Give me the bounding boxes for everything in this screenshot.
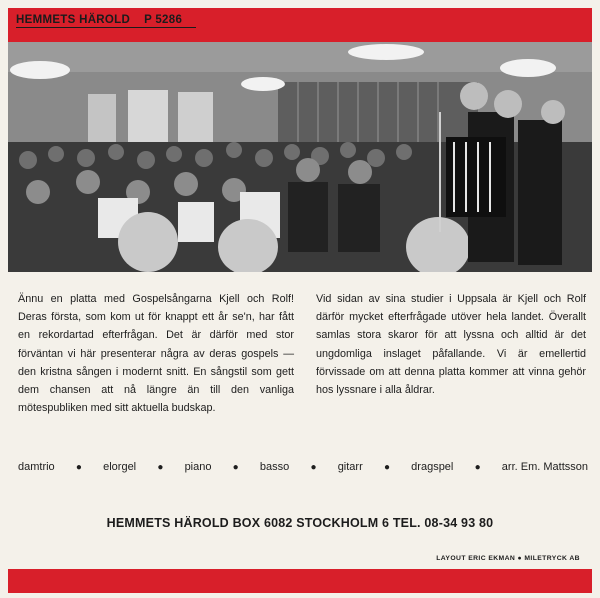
catalog-header: [16, 14, 196, 28]
instrument-item: elorgel: [103, 461, 137, 473]
bullet-icon: ●: [157, 461, 164, 473]
production-credits: [436, 555, 580, 562]
concert-photo: [8, 42, 592, 272]
instrument-list: [18, 461, 588, 473]
instrument-item: dragspel: [411, 461, 454, 473]
printer-credit: MILETRYCK AB: [524, 555, 580, 562]
instrument-item: piano: [184, 461, 212, 473]
instrument-item: basso: [259, 461, 290, 473]
description-left-column: Ännu en platta med Gospelsångarna Kjell och Rolf! Deras första, som kom ut för knappt ett år se'n, har fått en rekordartad efterfrågan. Det är därför med stor förväntan vi här presenterar några av deras gospels — den kristna sången i modernt snitt. En sångstil som gett dem chansen att nå längre än till den vanliga mötespubliken med sitt aktuella budskap.: [18, 293, 294, 415]
bullet-icon: ●: [474, 461, 481, 473]
bullet-icon: ●: [75, 461, 82, 473]
catalog-number: P 5286: [144, 14, 183, 26]
instrument-item: damtrio: [18, 461, 55, 473]
bullet-icon: ●: [232, 461, 239, 473]
description-right-column: Vid sidan av sina studier i Uppsala är Kjell och Rolf därför mycket efterfrågade utöver hela landet. Överallt samlas stora skaror för att lyssna och alltid är det ungdomliga inslaget påfallande. Vi är emellertid förvissade om att denna platta kommer att vinna gehör hos lyssnare i alla åldrar.: [316, 293, 586, 397]
bottom-red-band: [8, 569, 592, 593]
layout-credit: LAYOUT ERIC EKMAN: [436, 555, 516, 562]
arranger-credit: arr. Em. Mattsson: [501, 461, 588, 473]
bullet-icon: ●: [310, 461, 317, 473]
label-name: HEMMETS HÄROLD: [16, 14, 131, 26]
instrument-item: gitarr: [337, 461, 363, 473]
bullet-icon: ●: [383, 461, 390, 473]
publisher-address: HEMMETS HÄROLD BOX 6082 STOCKHOLM 6 TEL. 08-34 93 80: [106, 516, 494, 530]
bullet-icon: ●: [517, 555, 525, 562]
